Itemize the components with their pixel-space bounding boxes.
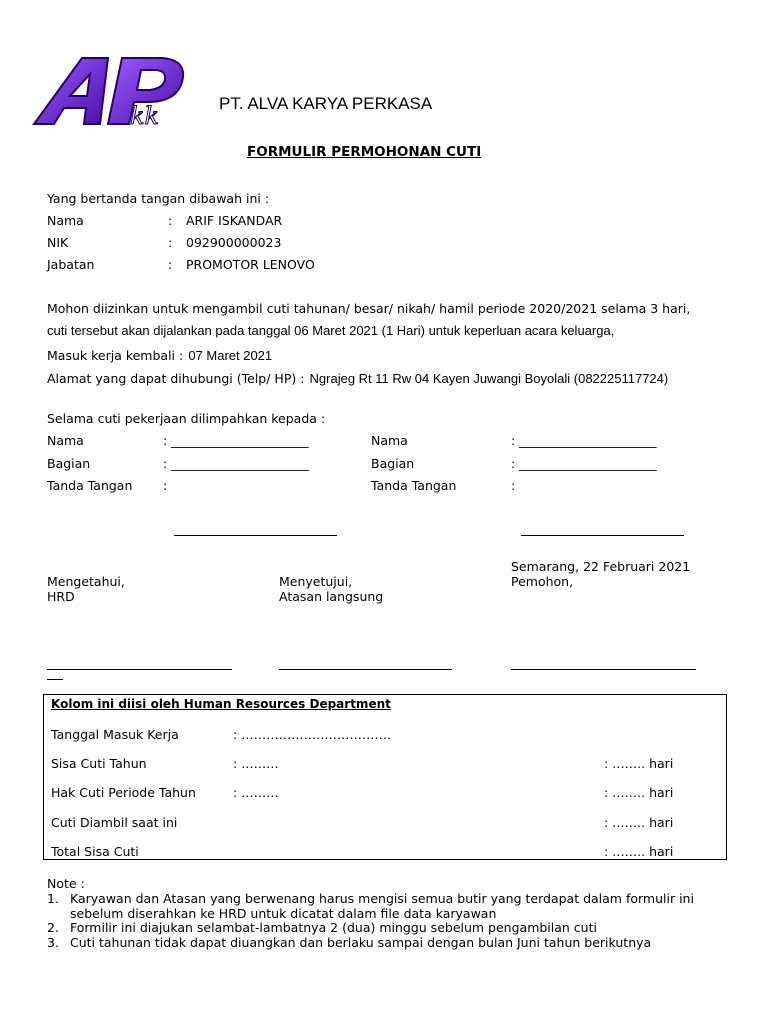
delegate-right-sign-colon: : (511, 478, 516, 493)
position-label: Jabatan (47, 257, 95, 272)
form-title: FORMULIR PERMOHONAN CUTI (247, 144, 482, 160)
name-label: Nama (47, 213, 84, 228)
hr-row-label: Hak Cuti Periode Tahun (51, 785, 196, 800)
approved-label: Menyetujui, (279, 574, 353, 589)
request-line-1: Mohon diizinkan untuk mengambil cuti tahunan/ besar/ nikah/ hamil periode 2020/2021 selama 3 hari, (47, 301, 691, 316)
hr-row-days: : …….. hari (604, 844, 674, 859)
hrd-signature-line-tail (47, 679, 63, 680)
known-role: HRD (47, 589, 75, 604)
hr-row-label: Sisa Cuti Tahun (51, 756, 147, 771)
hrd-signature-line (47, 669, 232, 670)
nik-colon: : (168, 235, 173, 250)
delegate-left-name-field: : ______________________ (163, 433, 309, 448)
hr-row-value: : ……………………………… (233, 727, 392, 742)
address-value: Ngrajeg Rt 11 Rw 04 Kayen Juwangi Boyolali (082225117724) (309, 371, 669, 386)
delegate-right-signature-line (521, 535, 684, 536)
hr-row-days: : …….. hari (604, 815, 674, 830)
hr-row-value: : ……… (233, 756, 279, 771)
note-item-continuation: sebelum diserahkan ke HRD untuk dicatat dalam file data karyawan (70, 906, 497, 921)
company-name: PT. ALVA KARYA PERKASA (219, 94, 433, 113)
delegation-intro: Selama cuti pekerjaan dilimpahkan kepada : (47, 411, 326, 426)
hr-row-days: : …….. hari (604, 785, 674, 800)
applicant-signature-line (511, 669, 696, 670)
position-value: PROMOTOR LENOVO (186, 257, 315, 272)
hr-row-label: Cuti Diambil saat ini (51, 815, 178, 830)
delegate-left-sign-label: Tanda Tangan (47, 478, 133, 493)
address-label: Alamat yang dapat dihubungi (Telp/ HP) : (47, 371, 305, 386)
name-value: ARIF ISKANDAR (186, 213, 283, 228)
svg-text:kk: kk (130, 102, 160, 130)
company-logo (30, 52, 190, 130)
hr-row-value: : ……… (233, 785, 279, 800)
hr-section-heading: Kolom ini diisi oleh Human Resources Department (51, 697, 391, 711)
known-label: Mengetahui, (47, 574, 125, 589)
applicant-label: Pemohon, (511, 574, 574, 589)
request-line-2: cuti tersebut akan dijalankan pada tanggal 06 Maret 2021 (1 Hari) untuk keperluan acara keluarga, (47, 323, 615, 338)
return-date-line (47, 345, 272, 364)
nik-label: NIK (47, 235, 69, 250)
intro-text: Yang bertanda tangan dibawah ini : (47, 191, 270, 206)
note-item: 2. Formilir ini diajukan selambat-lambatnya 2 (dua) minggu sebelum pengambilan cuti (47, 920, 597, 935)
delegate-right-sign-label: Tanda Tangan (371, 478, 457, 493)
return-label: Masuk kerja kembali : (47, 348, 184, 363)
approved-role: Atasan langsung (279, 589, 384, 604)
delegate-right-dept-label: Bagian (371, 456, 415, 471)
place-date: Semarang, 22 Februari 2021 (511, 559, 691, 574)
position-colon: : (168, 257, 173, 272)
delegate-left-name-label: Nama (47, 433, 84, 448)
nik-value: 092900000023 (186, 235, 282, 250)
address-line (47, 368, 668, 387)
delegate-left-signature-line (174, 535, 337, 536)
delegate-right-name-field: : ______________________ (511, 433, 657, 448)
name-colon: : (168, 213, 173, 228)
notes-heading: Note : (47, 876, 85, 891)
delegate-left-sign-colon: : (163, 478, 168, 493)
hr-row-label: Tanggal Masuk Kerja (51, 727, 179, 742)
delegate-left-dept-label: Bagian (47, 456, 91, 471)
note-item: 3. Cuti tahunan tidak dapat diuangkan dan berlaku sampai dengan bulan Juni tahun berikutnya (47, 935, 652, 950)
hr-section-box (43, 694, 727, 860)
supervisor-signature-line (279, 669, 452, 670)
hr-row-label: Total Sisa Cuti (51, 844, 139, 859)
delegate-right-name-label: Nama (371, 433, 408, 448)
note-item: 1. Karyawan dan Atasan yang berwenang harus mengisi semua butir yang terdapat dalam formulir ini (47, 891, 694, 906)
hr-row-days: : …….. hari (604, 756, 674, 771)
delegate-right-dept-field: : ______________________ (511, 456, 657, 471)
delegate-left-dept-field: : ______________________ (163, 456, 309, 471)
return-value: 07 Maret 2021 (188, 348, 273, 363)
